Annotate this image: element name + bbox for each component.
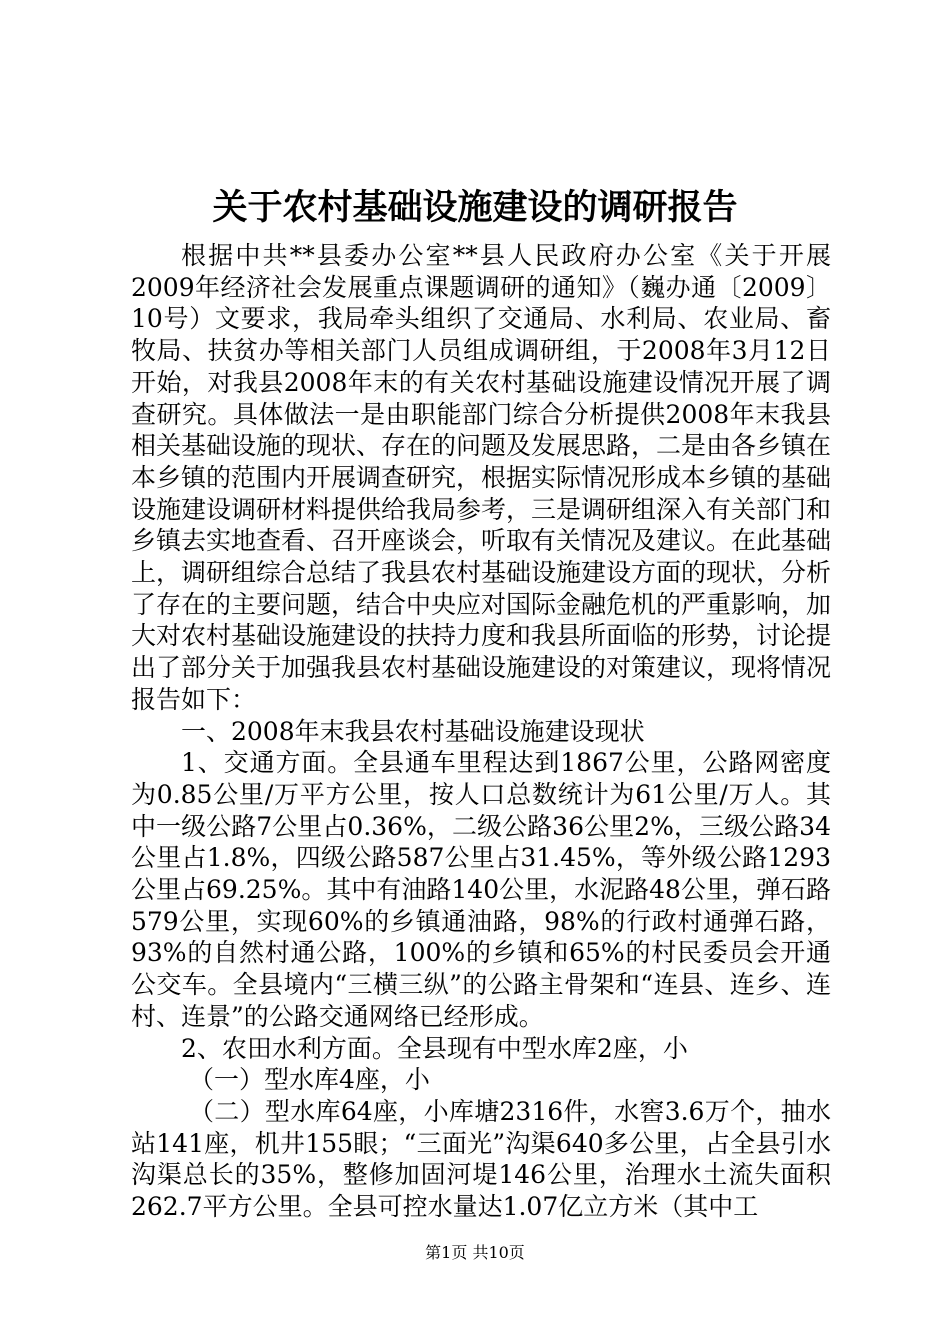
water-paragraph: 2、农田水利方面。全县现有中型水库2座，小 bbox=[181, 1033, 688, 1063]
document-title: 关于农村基础设施建设的调研报告 bbox=[212, 187, 738, 228]
transport-paragraph: 1、交通方面。全县通车里程达到1867公里，公路网密度为0.85公里/万平方公里，按人口总数统计为61公里/万人。其中一级公路7公里占0.36%，二级公路36公里2%，三级公路34公里占1.8%，四级公路587公里占31.45%，等外级公路1293公里占69.25%。其中有油路140公里，水泥路48公里，弹石路579公里，实现60%的乡镇通油路，98%的行政村通弹石路，93%的自然村通公路，100%的乡镇和65%的村民委员会开通公交车。全县境内“三横三纵”的公路主骨架和“连县、连乡、连村、连景”的公路交通网络已经形成。 bbox=[131, 748, 831, 1031]
reservoir-type-two-paragraph: （二）型水库64座，小库塘2316件，水窖3.6万个，抽水站141座，机井155眼；“三面光”沟渠640多公里，占全县引水沟渠总长的35%，整修加固河堤146公里，治理水土流失面积262.7平方公里。全县可控水量达1.07亿立方米（其中工 bbox=[131, 1096, 831, 1222]
reservoir-type-one-line: （一）型水库4座，小 bbox=[189, 1065, 430, 1095]
page-footer: 第1页 共10页 bbox=[425, 1243, 525, 1262]
intro-paragraph: 根据中共**县委办公室**县人民政府办公室《关于开展2009年经济社会发展重点课题调研的通知》（巍办通〔2009〕10号）文要求，我局牵头组织了交通局、水利局、农业局、畜牧局、扶贫办等相关部门人员组成调研组，于2008年3月12日开始，对我县2008年末的有关农村基础设施建设情况开展了调查研究。具体做法一是由职能部门综合分析提供2008年末我县相关基础设施的现状、存在的问题及发展思路，二是由各乡镇在本乡镇的范围内开展调查研究，根据实际情况形成本乡镇的基础设施建设调研材料提供给我局参考，三是调研组深入有关部门和乡镇去实地查看、召开座谈会，听取有关情况及建议。在此基础上，调研组综合总结了我县农村基础设施建设方面的现状，分析了存在的主要问题，结合中央应对国际金融危机的严重影响，加大对农村基础设施建设的扶持力度和我县所面临的形势，讨论提出了部分关于加强我县农村基础设施建设的对策建议，现将情况报告如下： bbox=[131, 241, 832, 714]
document-body bbox=[131, 240, 831, 1223]
section-heading: 一、2008年末我县农村基础设施建设现状 bbox=[181, 716, 645, 746]
